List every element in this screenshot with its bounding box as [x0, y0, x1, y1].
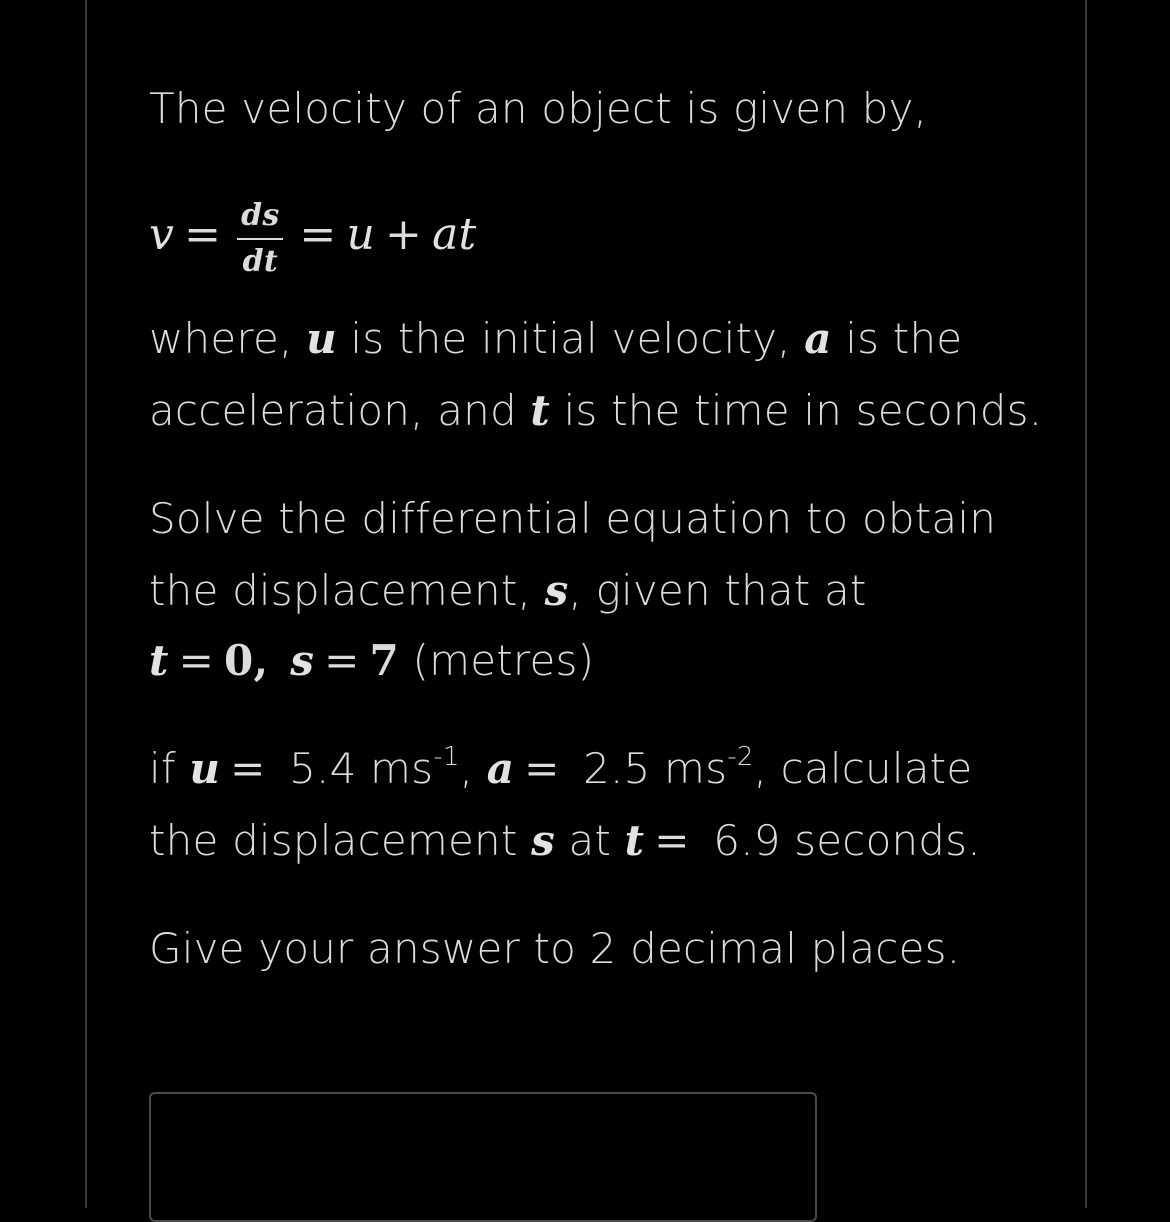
- eq-equals-2: =: [299, 209, 337, 260]
- given-s: s: [531, 816, 555, 865]
- given-at: at: [554, 816, 625, 865]
- cond-s: s: [290, 636, 315, 685]
- eq-frac-numerator: ds: [237, 196, 283, 240]
- eq-fraction: [237, 196, 283, 282]
- given-comma: ,: [459, 744, 487, 793]
- where-t: t: [530, 386, 551, 435]
- where-line-2: [149, 386, 1042, 435]
- given-u: u: [189, 744, 221, 793]
- cond-t: t: [149, 636, 169, 685]
- answer-input[interactable]: [149, 1092, 817, 1222]
- given-u-exponent: -1: [433, 742, 460, 772]
- intro-text: The velocity of an object is given by,: [149, 84, 928, 133]
- eq-frac-denominator: dt: [242, 244, 278, 279]
- cond-unit: (metres): [398, 636, 595, 685]
- eq-v: v: [149, 209, 175, 260]
- eq-at: at: [432, 209, 477, 260]
- given-u-value: 5.4 ms: [275, 744, 434, 793]
- given-calculate: , calculate: [753, 744, 973, 793]
- given-t-value: 6.9 seconds.: [699, 816, 981, 865]
- given-line-1: [149, 744, 972, 793]
- initial-condition: [149, 636, 594, 685]
- where-text-4: acceleration, and: [149, 386, 531, 435]
- solve-s: s: [544, 566, 569, 615]
- where-text-3: is the: [831, 314, 963, 363]
- given-t: t: [624, 816, 645, 865]
- given-a: a: [486, 744, 515, 793]
- solve-text-2a: the displacement,: [149, 566, 545, 615]
- given-t-equals: =: [654, 816, 690, 865]
- given-if: if: [149, 744, 190, 793]
- instruction-text: Give your answer to 2 decimal places.: [149, 924, 961, 973]
- given-text-2a: the displacement: [149, 816, 532, 865]
- where-line-1: [149, 314, 962, 363]
- eq-plus: +: [385, 209, 423, 260]
- cond-equals-2: =: [324, 636, 360, 685]
- eq-u: u: [346, 209, 376, 260]
- given-u-equals: =: [230, 744, 266, 793]
- where-u: u: [306, 314, 337, 363]
- velocity-equation: [149, 194, 476, 280]
- given-a-value: 2.5 ms: [569, 744, 728, 793]
- where-text-1: where,: [149, 314, 307, 363]
- solve-text-2b: , given that at: [568, 566, 867, 615]
- solve-line-2: [149, 566, 867, 615]
- eq-equals-1: =: [184, 209, 222, 260]
- question-panel: [85, 0, 1087, 1208]
- cond-t-value: 0,: [224, 636, 269, 685]
- given-line-2: [149, 816, 981, 865]
- given-a-equals: =: [524, 744, 560, 793]
- where-text-2: is the initial velocity,: [336, 314, 805, 363]
- cond-s-value: 7: [369, 636, 399, 685]
- where-text-5: is the time in seconds.: [550, 386, 1043, 435]
- where-a: a: [804, 314, 832, 363]
- given-a-exponent: -2: [727, 742, 754, 772]
- cond-equals-1: =: [178, 636, 215, 685]
- solve-line-1: Solve the differential equation to obtain: [149, 494, 997, 543]
